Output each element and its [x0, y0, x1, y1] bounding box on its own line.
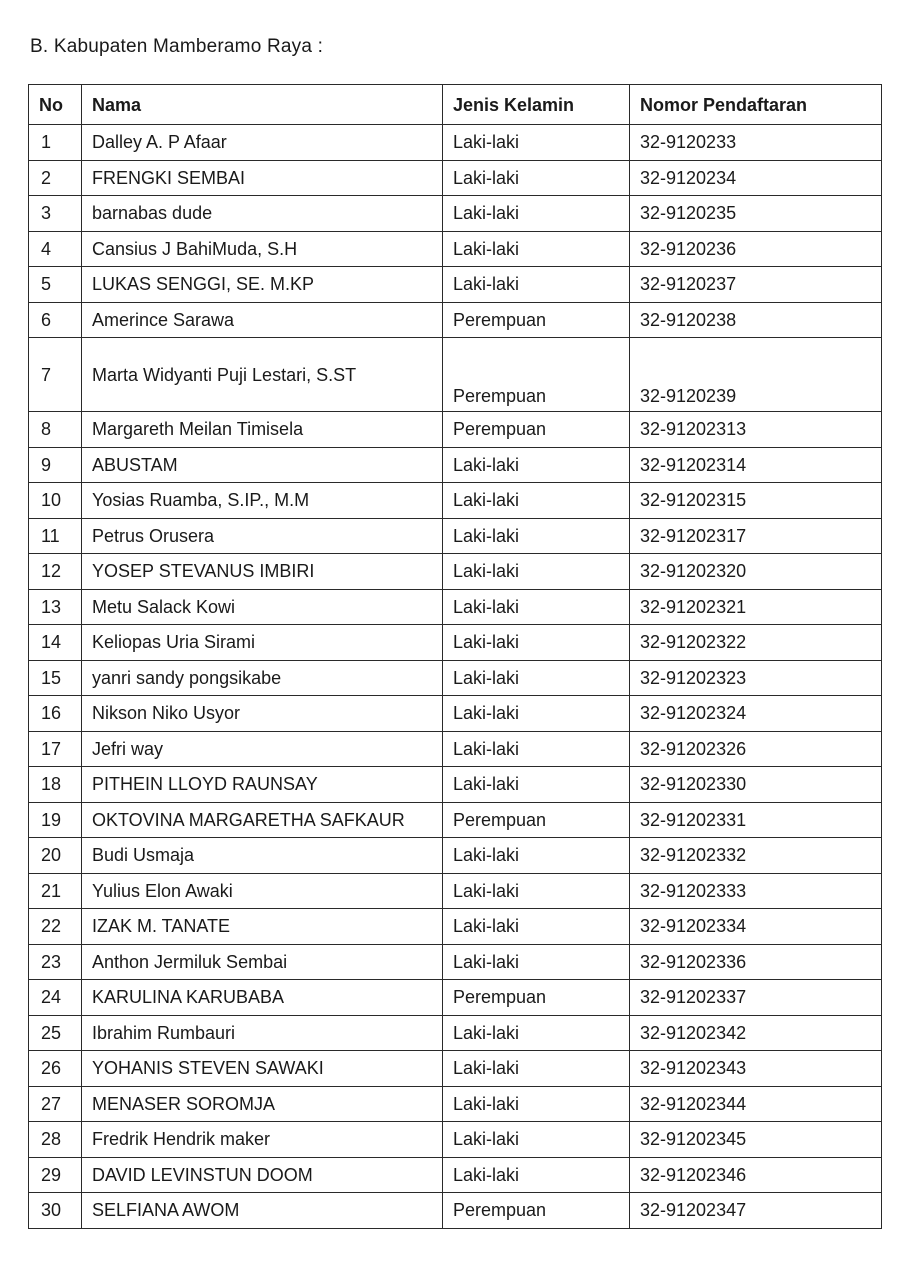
cell-nomor-pendaftaran: 32-91202347 — [630, 1193, 882, 1229]
table-row — [29, 589, 882, 625]
cell-no: 19 — [29, 802, 82, 838]
table-row — [29, 1193, 882, 1229]
cell-nomor-pendaftaran: 32-9120234 — [630, 160, 882, 196]
table-row — [29, 838, 882, 874]
cell-jenis-kelamin: Laki-laki — [443, 660, 630, 696]
cell-no: 1 — [29, 125, 82, 161]
cell-nomor-pendaftaran: 32-9120236 — [630, 231, 882, 267]
cell-jenis-kelamin: Laki-laki — [443, 483, 630, 519]
cell-no: 17 — [29, 731, 82, 767]
cell-nama: Ibrahim Rumbauri — [82, 1015, 443, 1051]
table-row — [29, 1086, 882, 1122]
cell-jenis-kelamin: Laki-laki — [443, 838, 630, 874]
cell-nomor-pendaftaran: 32-91202330 — [630, 767, 882, 803]
header-nama: Nama — [82, 85, 443, 125]
cell-no: 20 — [29, 838, 82, 874]
cell-nomor-pendaftaran: 32-91202331 — [630, 802, 882, 838]
cell-nama — [82, 338, 443, 412]
cell-no: 4 — [29, 231, 82, 267]
cell-no: 15 — [29, 660, 82, 696]
cell-nomor-pendaftaran: 32-91202345 — [630, 1122, 882, 1158]
cell-jenis-kelamin: Laki-laki — [443, 231, 630, 267]
cell-jenis-kelamin: Laki-laki — [443, 696, 630, 732]
table-row — [29, 767, 882, 803]
cell-jenis-kelamin: Laki-laki — [443, 518, 630, 554]
cell-no: 10 — [29, 483, 82, 519]
cell-nomor-pendaftaran: 32-91202320 — [630, 554, 882, 590]
cell-jenis-kelamin: Perempuan — [443, 302, 630, 338]
cell-nomor-pendaftaran: 32-91202332 — [630, 838, 882, 874]
cell-nomor-pendaftaran: 32-91202336 — [630, 944, 882, 980]
table-row — [29, 696, 882, 732]
table-row — [29, 625, 882, 661]
cell-nama: Keliopas Uria Sirami — [82, 625, 443, 661]
cell-nama: OKTOVINA MARGARETHA SAFKAUR — [82, 802, 443, 838]
cell-nama: yanri sandy pongsikabe — [82, 660, 443, 696]
cell-nomor-pendaftaran: 32-91202315 — [630, 483, 882, 519]
table-row — [29, 1051, 882, 1087]
cell-jenis-kelamin: Laki-laki — [443, 1051, 630, 1087]
cell-jenis-kelamin: Laki-laki — [443, 125, 630, 161]
table-header-row — [29, 85, 882, 125]
cell-jenis-kelamin: Laki-laki — [443, 944, 630, 980]
cell-nama: FRENGKI SEMBAI — [82, 160, 443, 196]
cell-jenis-kelamin: Laki-laki — [443, 267, 630, 303]
cell-no: 6 — [29, 302, 82, 338]
table-row — [29, 909, 882, 945]
cell-no: 25 — [29, 1015, 82, 1051]
table-row — [29, 412, 882, 448]
cell-nama: SELFIANA AWOM — [82, 1193, 443, 1229]
table-row — [29, 125, 882, 161]
cell-no: 13 — [29, 589, 82, 625]
section-heading: B. Kabupaten Mamberamo Raya : — [30, 36, 324, 57]
table-body — [29, 125, 882, 1229]
cell-no: 23 — [29, 944, 82, 980]
cell-jenis-kelamin: Laki-laki — [443, 1122, 630, 1158]
table-row — [29, 302, 882, 338]
cell-nama: PITHEIN LLOYD RAUNSAY — [82, 767, 443, 803]
cell-nomor-pendaftaran: 32-9120237 — [630, 267, 882, 303]
header-no: No — [29, 85, 82, 125]
table-row — [29, 518, 882, 554]
cell-jenis-kelamin: Laki-laki — [443, 1086, 630, 1122]
cell-nomor-pendaftaran: 32-91202314 — [630, 447, 882, 483]
cell-nomor-pendaftaran: 32-91202337 — [630, 980, 882, 1016]
cell-no: 22 — [29, 909, 82, 945]
cell-no: 30 — [29, 1193, 82, 1229]
cell-jenis-kelamin: Perempuan — [443, 412, 630, 448]
cell-jenis-kelamin: Laki-laki — [443, 873, 630, 909]
table-row — [29, 944, 882, 980]
cell-nomor-pendaftaran: 32-91202324 — [630, 696, 882, 732]
table-row — [29, 447, 882, 483]
table-row — [29, 483, 882, 519]
cell-nama: YOHANIS STEVEN SAWAKI — [82, 1051, 443, 1087]
cell-nama: Margareth Meilan Timisela — [82, 412, 443, 448]
cell-jenis-kelamin: Laki-laki — [443, 196, 630, 232]
cell-no: 11 — [29, 518, 82, 554]
table-row — [29, 660, 882, 696]
cell-nomor-pendaftaran: 32-91202313 — [630, 412, 882, 448]
cell-jenis-kelamin: Laki-laki — [443, 589, 630, 625]
cell-jenis-kelamin: Perempuan — [443, 980, 630, 1016]
cell-nama: Nikson Niko Usyor — [82, 696, 443, 732]
cell-jenis-kelamin: Laki-laki — [443, 909, 630, 945]
cell-jenis-kelamin: Laki-laki — [443, 447, 630, 483]
cell-no: 14 — [29, 625, 82, 661]
cell-nomor-pendaftaran: 32-9120233 — [630, 125, 882, 161]
cell-nama: barnabas dude — [82, 196, 443, 232]
cell-no: 29 — [29, 1157, 82, 1193]
cell-jenis-kelamin: Perempuan — [443, 338, 630, 412]
cell-no: 28 — [29, 1122, 82, 1158]
cell-no: 7 — [29, 338, 82, 412]
cell-nama: KARULINA KARUBABA — [82, 980, 443, 1016]
cell-jenis-kelamin: Laki-laki — [443, 625, 630, 661]
cell-nama: Amerince Sarawa — [82, 302, 443, 338]
table-row — [29, 554, 882, 590]
header-nomor-pendaftaran: Nomor Pendaftaran — [630, 85, 882, 125]
cell-jenis-kelamin: Perempuan — [443, 1193, 630, 1229]
table-row — [29, 231, 882, 267]
cell-nomor-pendaftaran: 32-91202334 — [630, 909, 882, 945]
table-row — [29, 267, 882, 303]
cell-nama: Yulius Elon Awaki — [82, 873, 443, 909]
cell-nama: Petrus Orusera — [82, 518, 443, 554]
table-row — [29, 1157, 882, 1193]
cell-nomor-pendaftaran: 32-91202333 — [630, 873, 882, 909]
cell-nomor-pendaftaran: 32-91202321 — [630, 589, 882, 625]
table-row — [29, 731, 882, 767]
cell-nomor-pendaftaran: 32-91202323 — [630, 660, 882, 696]
cell-nama: Fredrik Hendrik maker — [82, 1122, 443, 1158]
cell-nama: Budi Usmaja — [82, 838, 443, 874]
header-jenis-kelamin: Jenis Kelamin — [443, 85, 630, 125]
cell-nama: YOSEP STEVANUS IMBIRI — [82, 554, 443, 590]
cell-nomor-pendaftaran: 32-91202344 — [630, 1086, 882, 1122]
cell-nama: Jefri way — [82, 731, 443, 767]
cell-jenis-kelamin: Laki-laki — [443, 1157, 630, 1193]
cell-nomor-pendaftaran: 32-91202322 — [630, 625, 882, 661]
cell-nomor-pendaftaran: 32-91202342 — [630, 1015, 882, 1051]
wrapped-name: Marta Widyanti Puji Lestari, S.ST — [92, 364, 357, 385]
cell-no: 27 — [29, 1086, 82, 1122]
registration-table — [28, 84, 882, 1229]
cell-nama: Cansius J BahiMuda, S.H — [82, 231, 443, 267]
cell-no: 2 — [29, 160, 82, 196]
cell-nomor-pendaftaran: 32-91202317 — [630, 518, 882, 554]
cell-nomor-pendaftaran: 32-9120238 — [630, 302, 882, 338]
cell-no: 18 — [29, 767, 82, 803]
cell-no: 3 — [29, 196, 82, 232]
cell-nama: Yosias Ruamba, S.IP., M.M — [82, 483, 443, 519]
cell-jenis-kelamin: Perempuan — [443, 802, 630, 838]
cell-nama: Dalley A. P Afaar — [82, 125, 443, 161]
table-row — [29, 980, 882, 1016]
cell-no: 8 — [29, 412, 82, 448]
table-row — [29, 802, 882, 838]
cell-nama: LUKAS SENGGI, SE. M.KP — [82, 267, 443, 303]
cell-no: 9 — [29, 447, 82, 483]
cell-jenis-kelamin: Laki-laki — [443, 1015, 630, 1051]
cell-nama: MENASER SOROMJA — [82, 1086, 443, 1122]
cell-no: 16 — [29, 696, 82, 732]
cell-nomor-pendaftaran: 32-91202326 — [630, 731, 882, 767]
table-row — [29, 338, 882, 412]
cell-nomor-pendaftaran: 32-91202346 — [630, 1157, 882, 1193]
table-row — [29, 1015, 882, 1051]
cell-nama: Anthon Jermiluk Sembai — [82, 944, 443, 980]
cell-nama: DAVID LEVINSTUN DOOM — [82, 1157, 443, 1193]
cell-nomor-pendaftaran: 32-9120239 — [630, 338, 882, 412]
cell-nomor-pendaftaran: 32-9120235 — [630, 196, 882, 232]
cell-nama: Metu Salack Kowi — [82, 589, 443, 625]
table-row — [29, 1122, 882, 1158]
cell-no: 26 — [29, 1051, 82, 1087]
cell-no: 24 — [29, 980, 82, 1016]
cell-nomor-pendaftaran: 32-91202343 — [630, 1051, 882, 1087]
table-row — [29, 160, 882, 196]
cell-no: 5 — [29, 267, 82, 303]
cell-jenis-kelamin: Laki-laki — [443, 767, 630, 803]
cell-no: 21 — [29, 873, 82, 909]
cell-no: 12 — [29, 554, 82, 590]
cell-jenis-kelamin: Laki-laki — [443, 160, 630, 196]
table-row — [29, 196, 882, 232]
cell-nama: IZAK M. TANATE — [82, 909, 443, 945]
table-row — [29, 873, 882, 909]
cell-jenis-kelamin: Laki-laki — [443, 554, 630, 590]
cell-nama: ABUSTAM — [82, 447, 443, 483]
cell-jenis-kelamin: Laki-laki — [443, 731, 630, 767]
